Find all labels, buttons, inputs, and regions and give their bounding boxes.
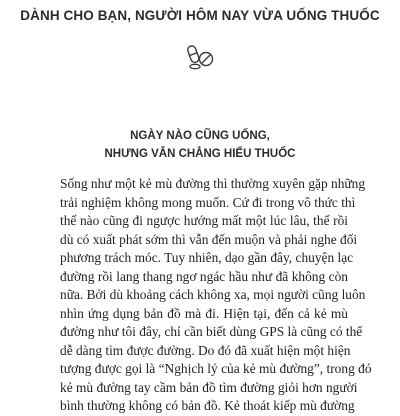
body-line: tượng được gọi là “Nghịch lý của kẻ mù đường”, trong đó [60,361,372,376]
body-line: đường như tôi đây, chỉ cần biết dùng GPS là cũng có thể [60,324,363,339]
pills-icon [185,40,215,70]
body-paragraph [60,175,372,416]
body-line: dù có xuất phát sớm thì vẫn đến muộn và phải nghe đối [60,231,358,247]
chapter-title-line-2: NHƯNG VẪN CHẲNG HIỂU THUỐC [104,148,296,160]
running-header: DÀNH CHO BẠN, NGƯỜI HÔM NAY VỪA UỐNG THUỐC [20,8,380,23]
body-line: nữa. Bởi dù khoảng cách không xa, mọi người cũng luôn [60,287,366,302]
body-line: trải nghiệm không mong muốn. Cứ đi trong vô thức thì [60,194,356,210]
body-line: đường rồi lang thang ngơ ngác hầu như đã không còn [60,268,348,284]
body-line: dễ dàng tìm được đường. Do đó đã xuất hiện một hiện [60,342,351,358]
body-line: kẻ mù đường tay cầm bản đồ tìm đường giỏi hơn người [60,379,358,395]
body-line: phương trách móc. Tuy nhiên, dạo gần đây, chuyện lạc [60,250,354,265]
body-line: nhìn ứng dụng bản đồ mà đi. Hiện tại, đến cả kẻ mù [60,305,348,321]
body-line: thế nào cũng đi ngược hướng mất một lúc lâu, thế rồi [60,213,348,228]
body-line: Sống như một kẻ mù đường thì thường xuyên gặp những [60,176,366,191]
body-line: bình thường không có bản đồ. Kẻ thoát kiếp mù đường [60,398,355,413]
chapter-title [0,127,400,163]
chapter-title-line-1: NGÀY NÀO CŨNG UỐNG, [130,130,270,142]
